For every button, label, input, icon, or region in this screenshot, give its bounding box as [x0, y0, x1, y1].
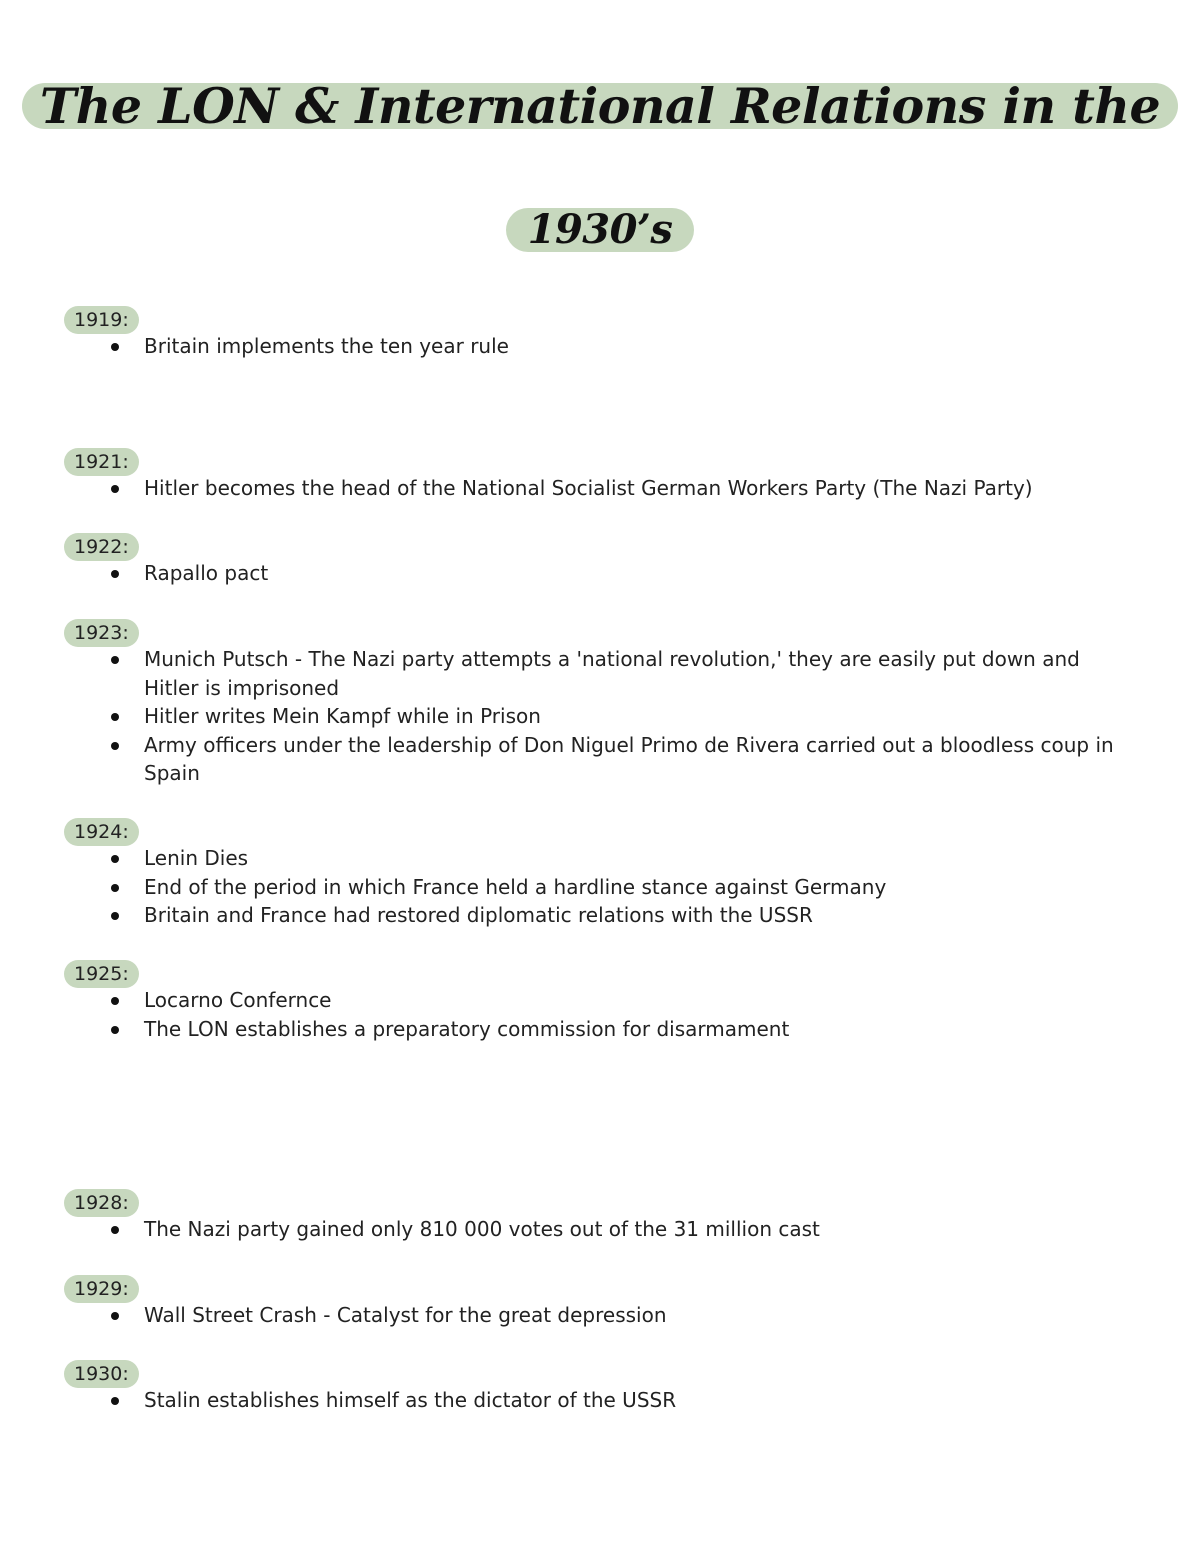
bullet-icon: [111, 713, 119, 721]
event-list: [0, 1386, 1200, 1415]
bullet-icon: [111, 1397, 119, 1405]
event-text: Wall Street Crash - Catalyst for the great depression: [144, 1303, 667, 1327]
event-text: Rapallo pact: [144, 561, 269, 585]
year-label: 1923:: [64, 619, 139, 647]
event-item: [0, 844, 1200, 873]
event-text: Britain implements the ten year rule: [144, 334, 509, 358]
event-list: [0, 844, 1200, 930]
year-label: 1930:: [64, 1360, 139, 1388]
bullet-icon: [111, 884, 119, 892]
event-text: Stalin establishes himself as the dictator of the USSR: [144, 1388, 677, 1412]
event-list: [0, 1215, 1200, 1244]
event-text: Hitler writes Mein Kampf while in Prison: [144, 704, 541, 728]
bullet-icon: [111, 1026, 119, 1034]
bullet-icon: [111, 570, 119, 578]
bullet-icon: [111, 1312, 119, 1320]
event-item: [0, 332, 1200, 361]
bullet-icon: [111, 343, 119, 351]
event-item: [0, 474, 1200, 503]
event-item: [0, 986, 1200, 1015]
event-item: [0, 702, 1200, 731]
bullet-icon: [111, 855, 119, 863]
event-list: [0, 332, 1200, 361]
event-text: Locarno Confernce: [144, 988, 332, 1012]
event-item: [0, 559, 1200, 588]
year-label: 1924:: [64, 818, 139, 846]
year-label: 1921:: [64, 448, 139, 476]
event-list: [0, 1301, 1200, 1330]
bullet-icon: [111, 912, 119, 920]
year-label: 1929:: [64, 1275, 139, 1303]
event-item: [0, 1215, 1200, 1244]
event-text: Britain and France had restored diplomatic relations with the USSR: [144, 903, 813, 927]
year-label: 1922:: [64, 533, 139, 561]
event-text: Munich Putsch - The Nazi party attempts a 'national revolution,' they are easily put down and Hitler is imprisoned: [144, 647, 1080, 700]
year-label: 1928:: [64, 1189, 139, 1217]
event-item: [0, 901, 1200, 930]
event-item: [0, 1386, 1200, 1415]
event-text: End of the period in which France held a hardline stance against Germany: [144, 874, 887, 899]
page-title-line-1: [0, 76, 1200, 135]
year-label: 1919:: [64, 306, 139, 334]
event-list: [0, 559, 1200, 588]
event-list: [0, 986, 1200, 1043]
year-label: 1925:: [64, 960, 139, 988]
event-list: [0, 474, 1200, 503]
event-text: Army officers under the leadership of Don Niguel Primo de Rivera carried out a bloodless coup in Spain: [144, 732, 1114, 785]
bullet-icon: [111, 485, 119, 493]
event-text: Lenin Dies: [144, 846, 249, 870]
event-item: [0, 873, 1200, 902]
page-title-line-2: [0, 196, 1200, 255]
event-item: [0, 731, 1200, 788]
event-item: [0, 645, 1200, 702]
bullet-icon: [111, 656, 119, 664]
event-text: The LON establishes a preparatory commission for disarmament: [144, 1016, 790, 1041]
event-item: [0, 1301, 1200, 1330]
bullet-icon: [111, 742, 119, 750]
event-item: [0, 1015, 1200, 1044]
title-highlight: 1930’s: [506, 208, 695, 252]
title-highlight: The LON & International Relations in the: [22, 83, 1178, 129]
event-list: [0, 645, 1200, 788]
event-text: The Nazi party gained only 810 000 votes out of the 31 million cast: [144, 1217, 820, 1241]
bullet-icon: [111, 1226, 119, 1234]
event-text: Hitler becomes the head of the National Socialist German Workers Party (The Nazi Party): [144, 476, 1033, 500]
bullet-icon: [111, 997, 119, 1005]
